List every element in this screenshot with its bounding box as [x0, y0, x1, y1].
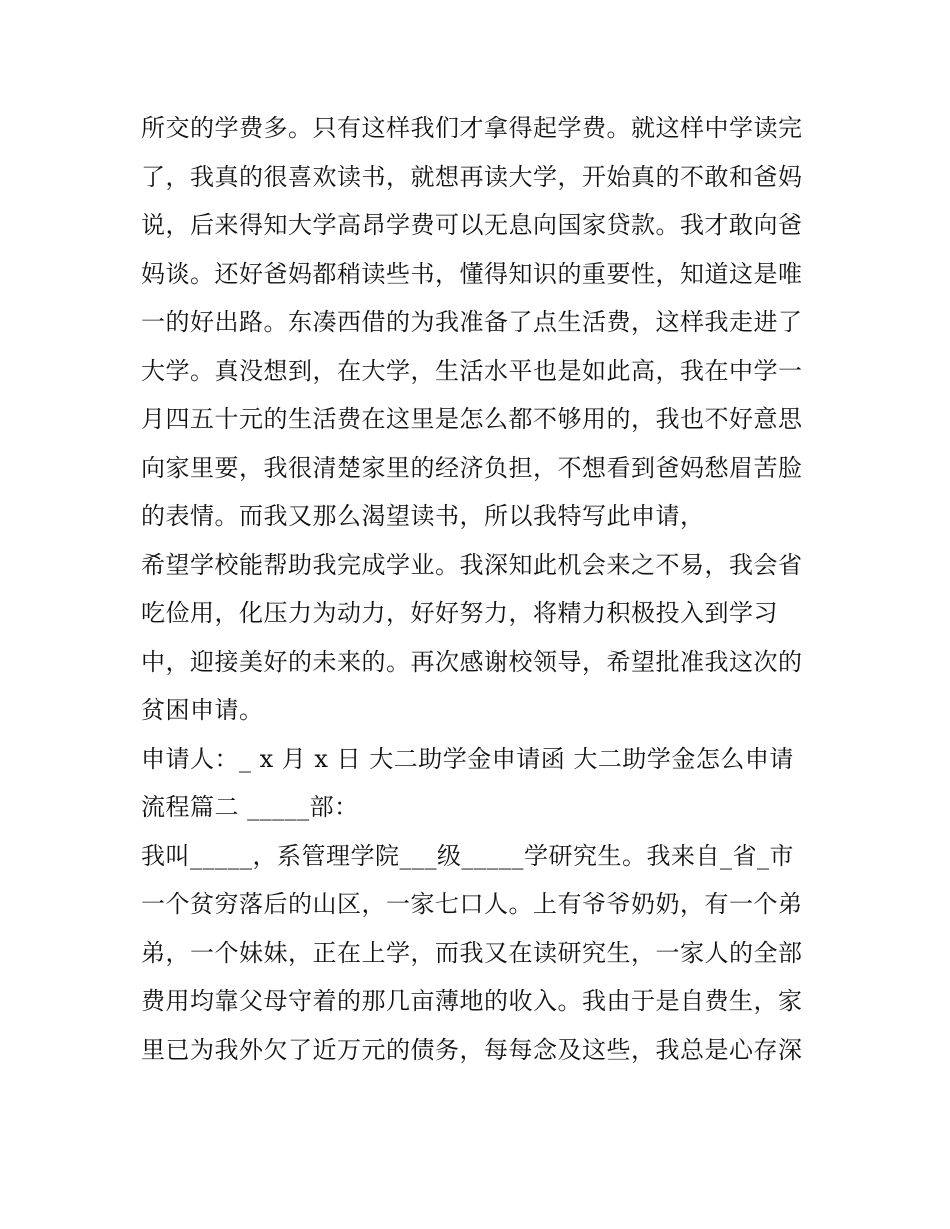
section-heading: 流程篇二 _____部： [141, 793, 359, 821]
text-line: 弟，一个妹妹，正在上学，而我又在读研究生，一家人的全部 [141, 938, 803, 967]
text-line: 说，后来得知大学高昂学费可以无息向国家贷款。我才敢向爸 [141, 211, 803, 239]
text-line: 中，迎接美好的未来的。再次感谢校领导，希望批准我这次的 [141, 647, 803, 676]
text-line: 月四五十元的生活费在这里是怎么都不够用的，我也不好意思 [141, 405, 803, 433]
document-body [141, 104, 821, 1074]
text-line: 妈谈。还好爸妈都稍读些书，懂得知识的重要性，知道这是唯 [141, 259, 803, 288]
text-line: 费用均靠父母守着的那几亩薄地的收入。我由于是自费生，家 [141, 987, 803, 1015]
text-line: 贫困申请。 [141, 696, 264, 724]
text-line: 我叫_____，系管理学院___级_____学研究生。我来自_省_市 [141, 841, 794, 870]
text-line: 一个贫穷落后的山区，一家七口人。上有爷爷奶奶，有一个弟 [141, 890, 803, 918]
text-line: 所交的学费多。只有这样我们才拿得起学费。就这样中学读完 [141, 114, 803, 142]
text-line: 大学。真没想到，在大学，生活水平也是如此高，我在中学一 [141, 356, 803, 385]
text-line: 向家里要，我很清楚家里的经济负担，不想看到爸妈愁眉苦脸 [141, 453, 803, 482]
text-line: 吃俭用，化压力为动力，好好努力，将精力积极投入到学习 [141, 599, 778, 627]
text-line: 了，我真的很喜欢读书，就想再读大学，开始真的不敢和爸妈 [141, 162, 803, 191]
text-line: 的表情。而我又那么渴望读书，所以我特写此申请， [141, 502, 705, 530]
text-line: 一的好出路。东凑西借的为我准备了点生活费，这样我走进了 [141, 308, 803, 336]
text-line: 里已为我外欠了近万元的债务，每每念及这些，我总是心存深 [141, 1035, 803, 1064]
text-line: 希望学校能帮助我完成学业。我深知此机会来之不易，我会省 [141, 550, 803, 579]
signature-line: 申请人：_ x 月 x 日 大二助学金申请函 大二助学金怎么申请 [141, 744, 794, 773]
